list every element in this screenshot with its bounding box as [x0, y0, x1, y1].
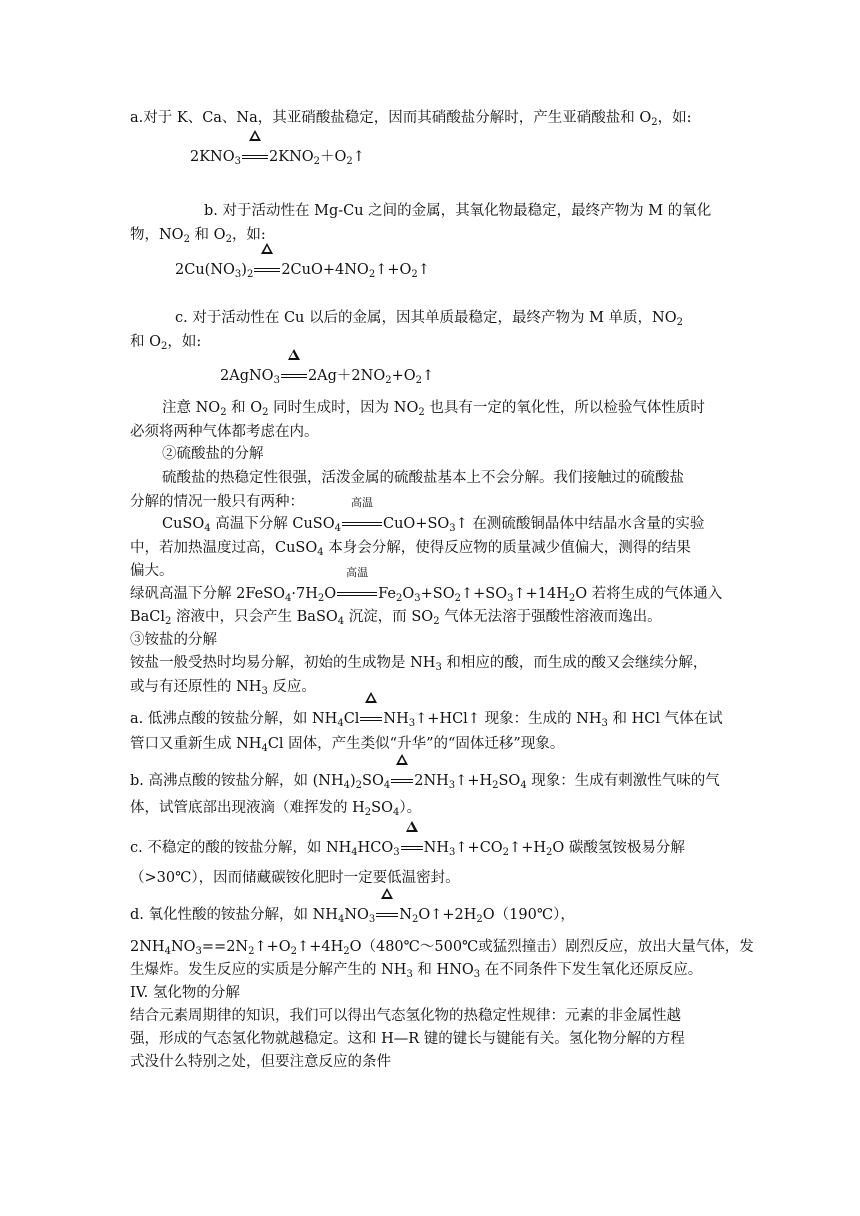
heat-triangle-icon — [261, 243, 273, 254]
equation-cuno3: $2Cu(NO_3)_2$ $2CuO+4NO_2↑+O_2↑$ — [175, 258, 775, 282]
text-line: BaCl$_2$ 溶液中，只会产生 BaSO$_4$ 沉淀，而 $SO_2$ 气体无法溶于强酸性溶液而逸出。 — [130, 609, 662, 627]
text-line: 生爆炸。发生反应的实质是分解产生的 $NH_3$ 和 $HNO_3$ 在不同条件下发生氧化还原反应。 — [130, 962, 703, 980]
text-line: 偏大。 — [130, 563, 174, 579]
text-line: 必须将两种气体都考虑在内。 — [130, 424, 319, 440]
text-line: 管口又重新生成 $NH_4Cl$ 固体，产生类似“升华”的“固体迁移”现象。 — [130, 736, 565, 754]
text-line: 分解的情况一般只有两种： — [130, 494, 304, 510]
section-heading: ③铵盐的分解 — [130, 632, 217, 648]
section-heading: ②硫酸盐的分解 — [162, 446, 264, 462]
text-line: （>30℃），因而储藏碳铵化肥时一定要低温密封。 — [130, 870, 460, 886]
text-line: 注意 $NO_2$ 和 $O_2$ 同时生成时，因为 $NO_2$ 也具有一定的氧化性，所以检验气体性质时 — [162, 400, 705, 418]
heat-triangle-icon — [288, 349, 300, 360]
text-line: c. 不稳定的酸的铵盐分解，如 $NH_4HCO_3$ $NH_3↑+CO_2↑+H_2O$ 碳酸氢铵极易分解 — [130, 836, 730, 860]
heat-triangle-icon — [365, 692, 377, 703]
text-line: 结合元素周期律的知识，我们可以得出气态氢化物的热稳定性规律：元素的非金属性越 — [130, 1008, 681, 1024]
heat-triangle-icon — [381, 888, 393, 899]
heat-triangle-icon — [396, 754, 408, 765]
text-line: 或与有还原性的 $NH_3$ 反应。 — [130, 679, 316, 697]
text-line: a.对于 K、Ca、Na，其亚硝酸盐稳定，因而其硝酸盐分解时，产生亚硝酸盐和 $O_2$，如: — [130, 110, 692, 128]
text-line: a. 低沸点酸的铵盐分解，如 $NH_4Cl$ $NH_3↑+HCl↑$ 现象：生成的 $NH_3$ 和 HCl 气体在试 — [130, 707, 730, 731]
section-heading: IV. 氢化物的分解 — [130, 985, 240, 1001]
text-line: 中，若加热温度过高，CuSO$_4$ 本身会分解，使得反应物的质量减少值偏大，测得的结果 — [130, 540, 691, 558]
text-line: 和 $O_2$，如: — [130, 334, 202, 352]
text-line: 物，$NO_2$ 和 $O_2$，如: — [130, 227, 266, 245]
text-line: 绿矾高温下分解 $2FeSO_4\cdot 7H_2O$ 高温 $Fe_2O_3+SO_2↑+SO_3↑+14H_2O$ 若将生成的气体通入 — [130, 566, 723, 604]
text-line: CuSO$_4$ 高温下分解 CuSO$_4$ 高温 $CuO+SO_3↑$ 在测硫酸铜晶体中结晶水含量的实验 — [162, 496, 705, 534]
text-line: 硫酸盐的热稳定性很强，活泼金属的硫酸盐基本上不会分解。我们接触过的硫酸盐 — [162, 470, 684, 486]
text-line: 强，形成的气态氢化物就越稳定。这和 H—R 键的键长与键能有关。氢化物分解的方程 — [130, 1031, 685, 1047]
text-line: b. 对于活动性在 Mg-Cu 之间的金属，其氧化物最稳定，最终产物为 M 的氧化 — [204, 203, 712, 219]
text-line: c. 对于活动性在 Cu 以后的金属，因其单质最稳定，最终产物为 M 单质，$NO_2$ — [175, 310, 684, 328]
text-line: d. 氧化性酸的铵盐分解，如 $NH_4NO_3$ $N_2O↑+2H_2O(190℃)$， — [130, 903, 730, 927]
text-line: 体，试管底部出现液滴（难挥发的 $H_2SO_4$）。 — [130, 800, 422, 818]
equation-kno3: $2KNO_3$ $2KNO_2+O_2↑$ — [190, 145, 790, 169]
text-line: $2NH_4NO_3==2N_2↑+O_2↑+4H_2O(480℃\sim 500℃$或猛烈撞击）剧烈反应，放出大量气体，发 — [130, 939, 754, 957]
text-line: b. 高沸点酸的铵盐分解，如 $(NH_4)_2SO_4$ $2NH_3↑+H_2SO_4$ 现象：生成有刺激性气味的气 — [130, 769, 730, 793]
text-line: 铵盐一般受热时均易分解，初始的生成物是 $NH_3$ 和相应的酸，而生成的酸又会继续分解， — [130, 655, 708, 673]
equation-agno3: 2AgNO$_3$ $2Ag+2NO_2+O_2↑$ — [220, 364, 820, 388]
text-line: 式没什么特别之处，但要注意反应的条件 — [130, 1054, 391, 1070]
heat-triangle-icon — [249, 130, 261, 141]
heat-triangle-icon — [406, 821, 418, 832]
